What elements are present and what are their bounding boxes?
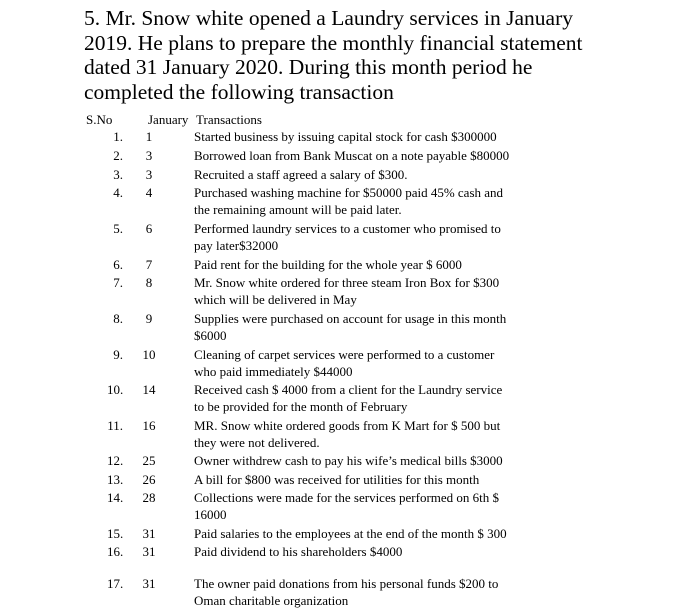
row-sno: 10. xyxy=(107,382,124,397)
row-sno: 1. xyxy=(113,129,123,144)
row-sno: 4. xyxy=(113,185,123,200)
row-description: Recruited a staff agreed a salary of $300. xyxy=(194,167,408,182)
row-sno: 13. xyxy=(107,472,124,487)
row-description: Mr. Snow white ordered for three steam Iron Box for $300 xyxy=(194,275,500,290)
row-sno: 9. xyxy=(113,347,123,362)
row-sno: 12. xyxy=(107,453,124,468)
row-day: 3 xyxy=(145,167,153,182)
row-day: 6 xyxy=(145,221,153,236)
row-description: pay later$32000 xyxy=(194,238,279,253)
row-sno: 5. xyxy=(113,221,123,236)
question-line: dated 31 January 2020. During this month period he xyxy=(84,55,533,79)
header-transactions: Transactions xyxy=(196,112,262,127)
row-sno: 14. xyxy=(107,490,124,505)
row-description: Owner withdrew cash to pay his wife’s medical bills $3000 xyxy=(194,453,503,468)
row-day: 28 xyxy=(142,490,156,505)
row-description: Purchased washing machine for $50000 paid 45% cash and xyxy=(194,185,504,200)
row-description: Collections were made for the services performed on 6th $ xyxy=(194,490,500,505)
row-description: Received cash $ 4000 from a client for the Laundry service xyxy=(194,382,503,397)
row-sno: 15. xyxy=(107,526,124,541)
row-sno: 8. xyxy=(113,311,123,326)
row-day: 31 xyxy=(142,544,156,559)
row-day: 9 xyxy=(145,311,153,326)
row-description: which will be delivered in May xyxy=(194,292,357,307)
row-description: 16000 xyxy=(194,507,227,522)
row-sno: 11. xyxy=(107,418,123,433)
question-line: 5. Mr. Snow white opened a Laundry services in January xyxy=(84,6,574,30)
question-heading xyxy=(84,6,644,104)
row-description: Paid rent for the building for the whole year $ 6000 xyxy=(194,257,462,272)
row-description: Performed laundry services to a customer who promised to xyxy=(194,221,501,236)
row-sno: 6. xyxy=(113,257,123,272)
row-description: they were not delivered. xyxy=(194,435,320,450)
row-day: 31 xyxy=(142,526,156,541)
row-day: 26 xyxy=(142,472,156,487)
row-day: 16 xyxy=(142,418,156,433)
row-description: Cleaning of carpet services were performed to a customer xyxy=(194,347,495,362)
row-description: the remaining amount will be paid later. xyxy=(194,202,402,217)
row-day: 14 xyxy=(142,382,156,397)
header-sno: S.No xyxy=(86,112,113,127)
row-day: 31 xyxy=(142,576,156,591)
row-description: Supplies were purchased on account for usage in this month xyxy=(194,311,507,326)
row-day: 4 xyxy=(145,185,153,200)
row-day: 7 xyxy=(145,257,153,272)
row-sno: 2. xyxy=(113,148,123,163)
row-day: 10 xyxy=(142,347,156,362)
row-description: The owner paid donations from his personal funds $200 to xyxy=(194,576,499,591)
row-description: Borrowed loan from Bank Muscat on a note payable $80000 xyxy=(194,148,510,163)
header-month: January xyxy=(148,112,189,127)
row-sno: 3. xyxy=(113,167,123,182)
row-sno: 17. xyxy=(107,576,124,591)
row-description: Paid dividend to his shareholders $4000 xyxy=(194,544,403,559)
row-day: 3 xyxy=(145,148,153,163)
row-day: 8 xyxy=(145,275,153,290)
row-description: A bill for $800 was received for utilities for this month xyxy=(194,472,480,487)
row-description: to be provided for the month of February xyxy=(194,399,408,414)
row-description: $6000 xyxy=(194,328,227,343)
row-description: Started business by issuing capital stock for cash $300000 xyxy=(194,129,497,144)
row-description: Oman charitable organization xyxy=(194,593,349,608)
row-day: 1 xyxy=(145,129,153,144)
row-description: who paid immediately $44000 xyxy=(194,364,353,379)
row-sno: 16. xyxy=(107,544,124,559)
row-description: Paid salaries to the employees at the end of the month $ 300 xyxy=(194,526,507,541)
row-day: 25 xyxy=(142,453,156,468)
question-line: completed the following transaction xyxy=(84,79,394,104)
row-description: MR. Snow white ordered goods from K Mart for $ 500 but xyxy=(194,418,501,433)
question-line: 2019. He plans to prepare the monthly financial statement xyxy=(84,30,583,55)
row-sno: 7. xyxy=(113,275,123,290)
